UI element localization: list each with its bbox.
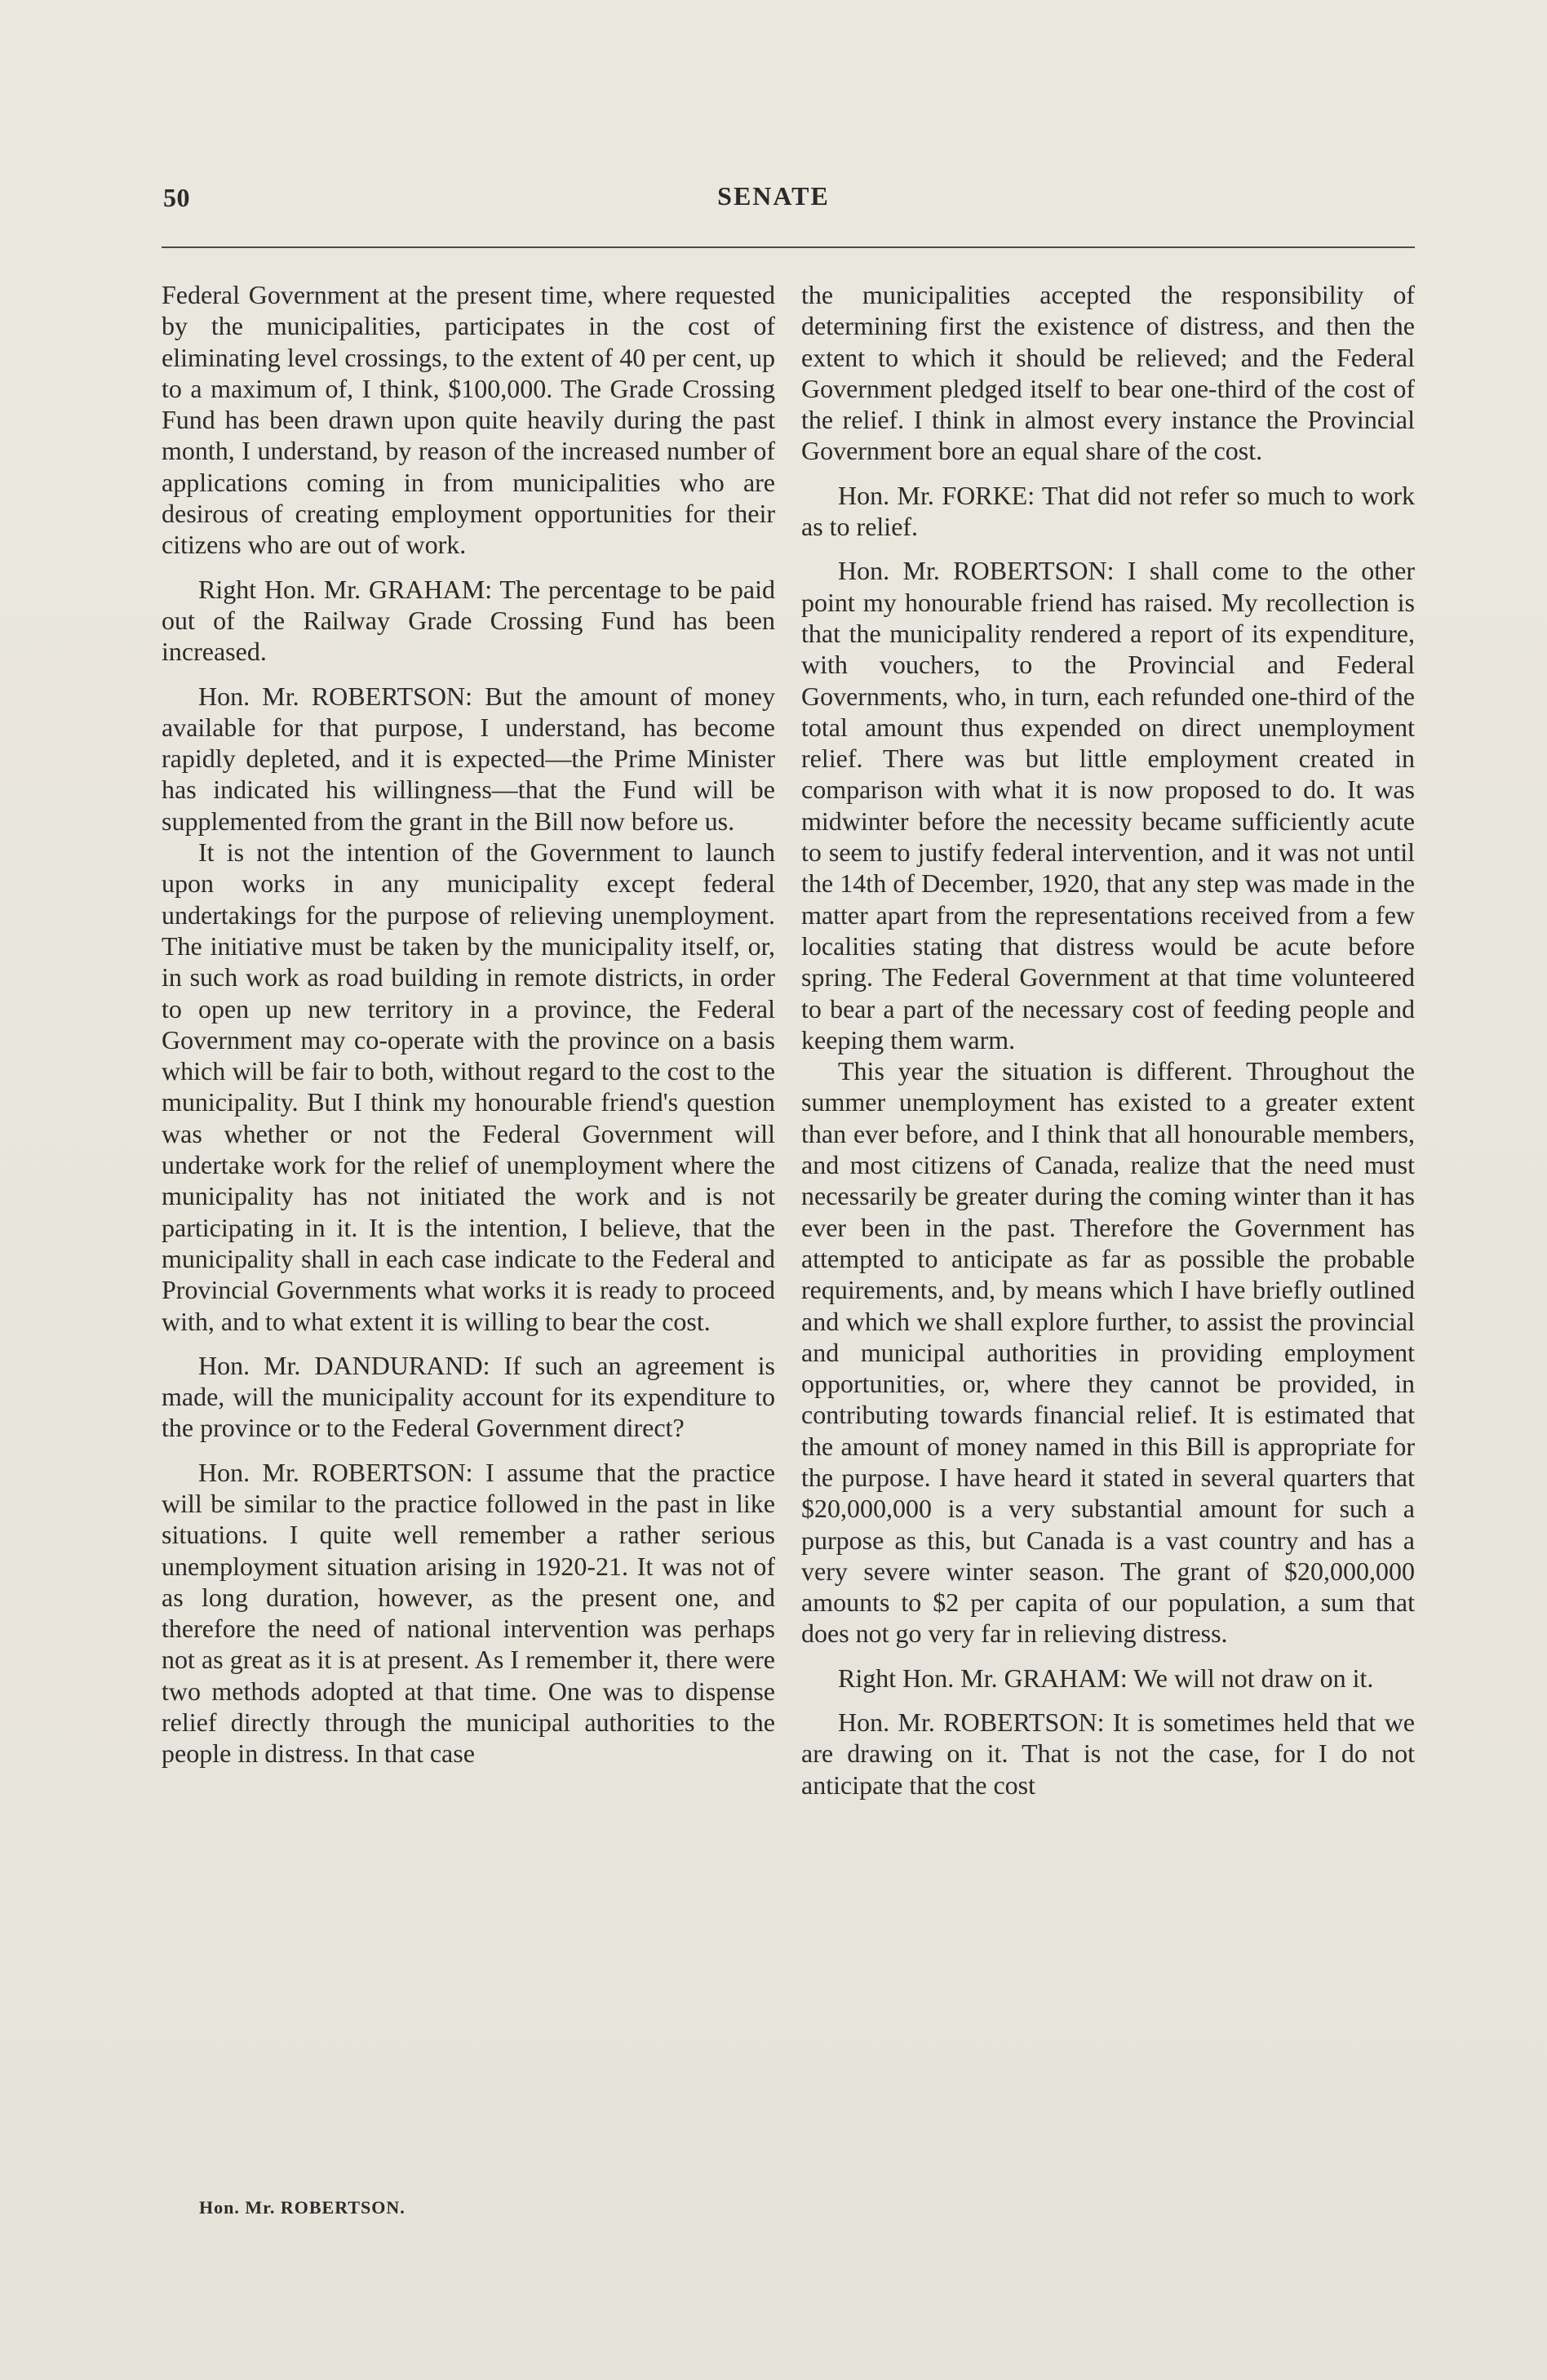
page-number: 50 (163, 183, 190, 212)
paragraph: Hon. Mr. ROBERTSON: But the amount of money available for that purpose, I understand, has become rapidly depleted, and it is expected—the Prime Minister has indicated his willingness—that the Fund will be supplemented from the grant in the Bill now before us. (162, 681, 775, 836)
paragraph: Right Hon. Mr. GRAHAM: The percentage to be paid out of the Railway Grade Crossing Fund has been increased. (162, 574, 775, 667)
footer-speaker-name: Hon. Mr. ROBERTSON. (199, 2197, 406, 2218)
paragraph: This year the situation is different. Throughout the summer unemployment has existed to a greater extent than ever before, and I think that all honourable members, and most citizens of Canada, realize that the need must necessarily be greater during the coming winter than it has ever been in the past. Therefore the Government has attempted to anticipate as far as possible the probable requirements, and, by means which I have briefly outlined and which we shall explore further, to assist the provincial and municipal authorities in providing employment opportunities, or, where they cannot be provided, in contributing towards financial relief. It is estimated that the amount of money named in this Bill is appropriate for the purpose. I have heard it stated in several quarters that $20,000,000 is a very substantial amount for such a purpose as this, but Canada is a vast country and has a very severe winter season. The grant of $20,000,000 amounts to $2 per capita of our population, a sum that does not go very far in relieving distress. (801, 1056, 1415, 1649)
header-rule (162, 246, 1415, 248)
paragraph: the municipalities accepted the responsibility of determining first the existence of distress, and then the extent to which it should be relieved; and the Federal Government pledged itself to bear one-third of the cost of the relief. I think in almost every instance the Provincial Government bore an equal share of the cost. (801, 280, 1415, 466)
paragraph: Right Hon. Mr. GRAHAM: We will not draw on it. (838, 1663, 1374, 1693)
paragraph: Federal Government at the present time, where requested by the municipalities, participates in the cost of eliminating level crossings, to the extent of 40 per cent, up to a maximum of, I think, $100,000. The Grade Crossing Fund has been drawn upon quite heavily during the past month, I understand, by reason of the increased number of applications coming in from municipalities who are desirous of creating employment opportunities for their citizens who are out of work. (162, 280, 775, 560)
running-head-title: SENATE (717, 181, 830, 211)
paragraph: Hon. Mr. ROBERTSON: I assume that the practice will be similar to the practice followed in the past in like situations. I quite well remember a rather serious unemployment situation arising in 1920-21. It was not of as long duration, however, as the present one, and therefore the need of national intervention was perhaps not as great as it is at present. As I remember it, there were two methods adopted at that time. One was to dispense relief directly through the municipal authorities to the people in distress. In that case (162, 1457, 775, 1769)
left-column (162, 279, 775, 2181)
paragraph: Hon. Mr. ROBERTSON: I shall come to the other point my honourable friend has raised. My recollection is that the municipality rendered a report of its expenditure, with vouchers, to the Provincial and Federal Governments, who, in turn, each refunded one-third of the total amount thus expended on direct unemployment relief. There was but little employment created in comparison with what it is now proposed to do. It was midwinter before the necessity became sufficiently acute to seem to justify federal intervention, and it was not until the 14th of December, 1920, that any step was made in the matter apart from the representations received from a few localities stating that distress would be acute before spring. The Federal Government at that time volunteered to bear a part of the necessary cost of feeding people and keeping them warm. (801, 556, 1415, 1055)
paragraph: Hon. Mr. FORKE: That did not refer so much to work as to relief. (801, 480, 1415, 542)
right-column (801, 279, 1415, 2181)
paragraph: Hon. Mr. DANDURAND: If such an agreement is made, will the municipality account for its expenditure to the province or to the Federal Government direct? (162, 1350, 775, 1443)
paragraph: It is not the intention of the Government to launch upon works in any municipality except federal undertakings for the purpose of relieving unemployment. The initiative must be taken by the municipality itself, or, in such work as road building in remote districts, in order to open up new territory in a province, the Federal Government may co-operate with the province on a basis which will be fair to both, without regard to the cost to the municipality. But I think my honourable friend's question was whether or not the Federal Government will undertake work for the relief of unemployment where the municipality has not initiated the work and is not participating in it. It is the intention, I believe, that the municipality shall in each case indicate to the Federal and Provincial Governments what works it is ready to proceed with, and to what extent it is willing to bear the cost. (162, 837, 775, 1336)
paragraph: Hon. Mr. ROBERTSON: It is sometimes held that we are drawing on it. That is not the case, for I do not anticipate that the cost (801, 1707, 1415, 1800)
